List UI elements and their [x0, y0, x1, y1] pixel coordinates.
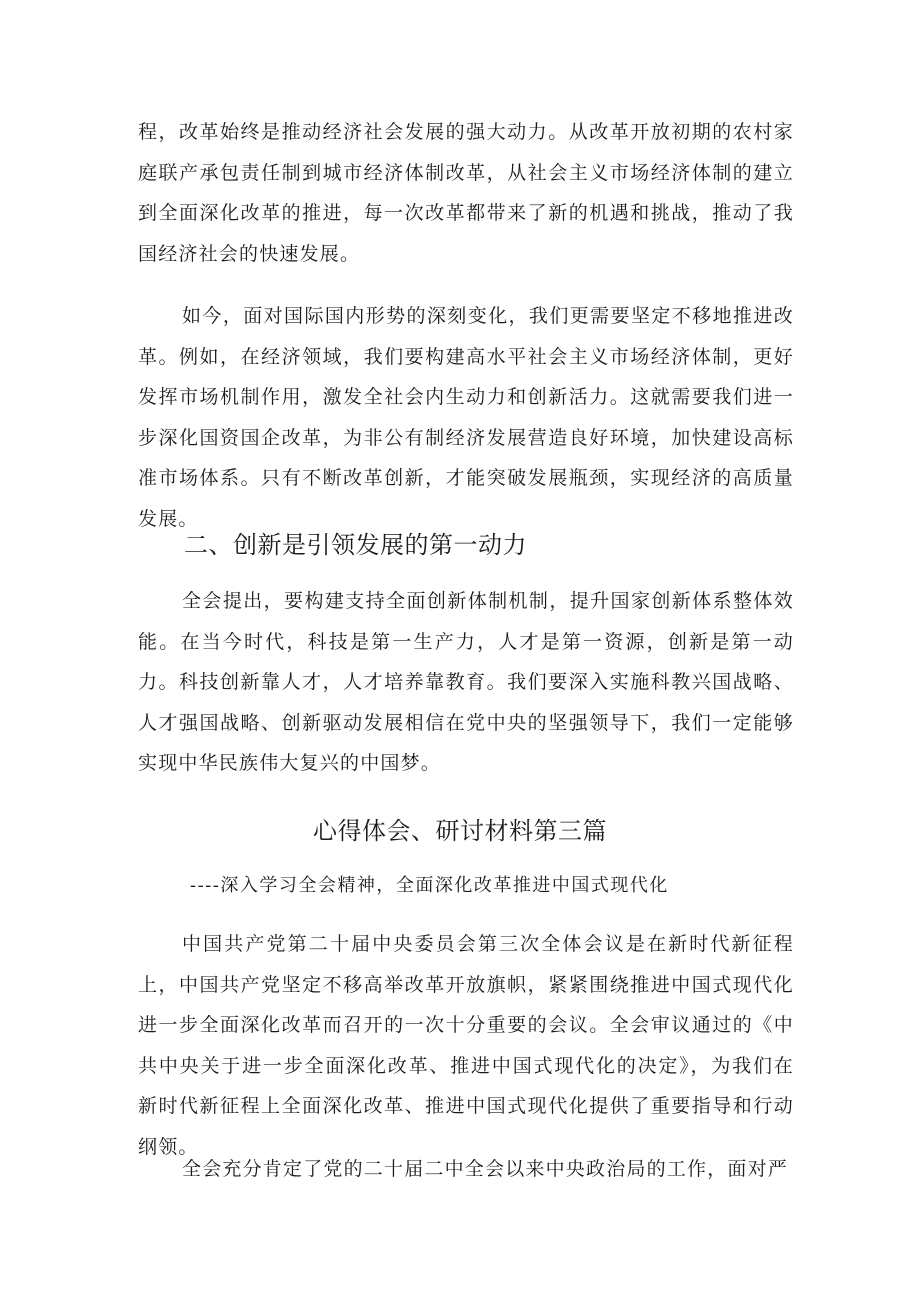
body-paragraph-reform: 如今，面对国际国内形势的深刻变化，我们更需要坚定不移地推进改革。例如，在经济领域，我们要构建高水平社会主义市场经济体制，更好发挥市场机制作用，激发全社会内生动力和创新活力。这就需要我们进一步深化国资国企改革，为非公有制经济发展营造良好环境，加快建设高标准市场体系。只有不断改革创新，才能突破发展瓶颈，实现经济的高质量发展。: [138, 305, 794, 530]
document-subtitle: ----深入学习全会精神，全面深化改革推进中国式现代化: [190, 875, 669, 896]
section-heading-innovation: 二、创新是引领发展的第一动力: [184, 531, 527, 559]
body-paragraph-plenum: 中国共产党第二十届中央委员会第三次全体会议是在新时代新征程上，中国共产党坚定不移高举改革开放旗帜，紧紧围绕推进中国式现代化进一步全面深化改革而召开的一次十分重要的会议。全会审议通过的《中共中央关于进一步全面深化改革、推进中国式现代化的决定》，为我们在新时代新征程上全面深化改革、推进中国式现代化提供了重要指导和行动纲领。: [138, 933, 794, 1158]
body-paragraph-continued: 程，改革始终是推动经济社会发展的强大动力。从改革开放初期的农村家庭联产承包责任制到城市经济体制改革，从社会主义市场经济体制的建立到全面深化改革的推进，每一次改革都带来了新的机遇和挑战，推动了我国经济社会的快速发展。: [138, 121, 794, 265]
body-paragraph-affirmation: 全会充分肯定了党的二十届二中全会以来中央政治局的工作，面对严: [182, 1158, 789, 1180]
document-title: 心得体会、研讨材料第三篇: [313, 817, 607, 845]
body-paragraph-innovation: 全会提出，要构建支持全面创新体制机制，提升国家创新体系整体效能。在当今时代，科技是第一生产力，人才是第一资源，创新是第一动力。科技创新靠人才，人才培养靠教育。我们要深入实施科教兴国战略、人才强国战略、创新驱动发展相信在党中央的坚强领导下，我们一定能够实现中华民族伟大复兴的中国梦。: [138, 590, 794, 774]
